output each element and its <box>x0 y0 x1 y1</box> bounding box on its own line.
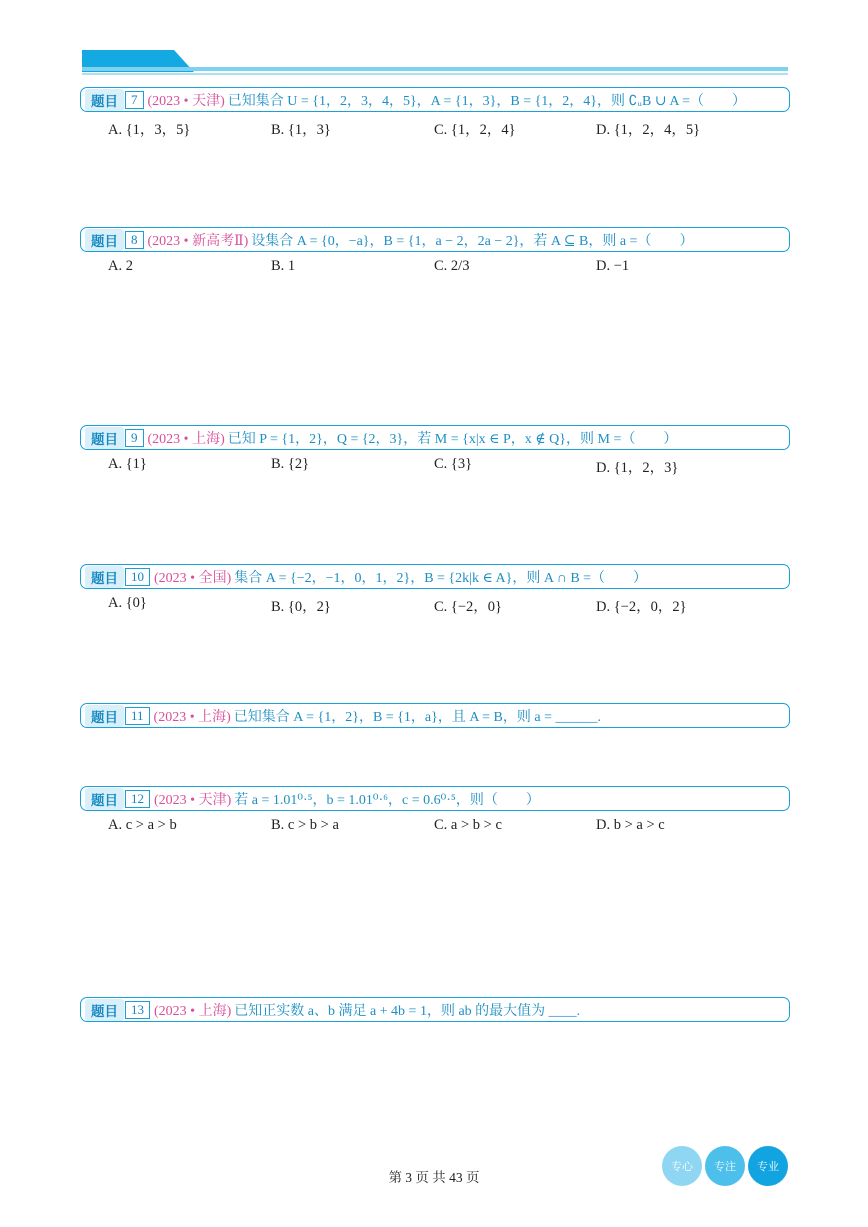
options-row <box>80 118 790 142</box>
option-b: B. {0，2} <box>271 599 331 615</box>
question-badge: 题目 <box>85 705 124 727</box>
options-row <box>80 595 790 619</box>
question-12 <box>80 786 790 841</box>
question-source: (2023 • 新高考Ⅱ) <box>147 233 249 249</box>
option-d: D. b > a > c <box>596 817 665 833</box>
page-footer: 第 3 页 共 43 页 <box>388 1170 480 1185</box>
question-8 <box>80 227 790 282</box>
options-row <box>80 817 790 841</box>
option-a: A. 2 <box>108 258 133 274</box>
option-c: C. {3} <box>434 456 473 472</box>
question-source: (2023 • 天津) <box>154 792 232 808</box>
option-c: C. {1，2，4} <box>434 122 516 138</box>
stamp-3: 专业 <box>748 1146 788 1186</box>
option-d: D. −1 <box>596 258 630 274</box>
question-badge: 题目 <box>85 229 124 251</box>
question-13 <box>80 997 790 1022</box>
question-badge: 题目 <box>85 999 124 1021</box>
question-source: (2023 • 天津) <box>147 93 225 109</box>
question-stem <box>80 564 790 589</box>
question-stem <box>80 87 790 112</box>
question-stem <box>80 786 790 811</box>
question-badge: 题目 <box>85 89 124 111</box>
options-row <box>80 456 790 480</box>
question-badge: 题目 <box>85 427 124 449</box>
question-stem <box>80 227 790 252</box>
question-number: 7 <box>125 91 144 109</box>
question-text: 集合 A = {−2，−1，0，1，2}，B = {2k|k ∈ A}，则 A ∩ B =（ ） <box>234 570 648 586</box>
header-rule <box>82 67 788 71</box>
option-c: C. a > b > c <box>434 817 502 833</box>
option-a: A. {1} <box>108 456 147 472</box>
question-stem <box>80 425 790 450</box>
question-stem <box>80 703 790 728</box>
header-rule-thin <box>82 73 788 75</box>
question-source: (2023 • 上海) <box>147 431 225 447</box>
question-number: 9 <box>125 429 144 447</box>
question-number: 12 <box>125 790 150 808</box>
option-a: A. {1，3，5} <box>108 122 191 138</box>
option-b: B. c > b > a <box>271 817 339 833</box>
option-b: B. {2} <box>271 456 310 472</box>
question-number: 10 <box>125 568 150 586</box>
question-number: 11 <box>125 707 150 725</box>
stamp-2: 专注 <box>705 1146 745 1186</box>
option-c: C. 2/3 <box>434 258 470 274</box>
option-b: B. {1，3} <box>271 122 331 138</box>
option-c: C. {−2，0} <box>434 599 503 615</box>
question-source: (2023 • 全国) <box>154 570 232 586</box>
question-number: 13 <box>125 1001 150 1019</box>
question-source: (2023 • 上海) <box>153 709 231 725</box>
question-text: 若 a = 1.01⁰·⁵，b = 1.01⁰·⁶，c = 0.6⁰·⁵，则（ ） <box>234 792 540 808</box>
question-text: 设集合 A = {0，−a}，B = {1，a − 2，2a − 2}，若 A ⊆ B，则 a =（ ） <box>251 233 694 249</box>
question-text: 已知正实数 a、b 满足 a + 4b = 1，则 ab 的最大值为 ____. <box>234 1003 581 1019</box>
question-text: 已知集合 U = {1，2，3，4，5}，A = {1，3}，B = {1，2，4}，则 ∁ᵤB ∪ A =（ ） <box>227 93 747 109</box>
option-d: D. {1，2，4，5} <box>596 122 701 138</box>
brand-stamps <box>662 1146 790 1188</box>
option-a: A. c > a > b <box>108 817 177 833</box>
stamp-1: 专心 <box>662 1146 702 1186</box>
question-11 <box>80 703 790 728</box>
question-10 <box>80 564 790 619</box>
question-number: 8 <box>125 231 144 249</box>
question-9 <box>80 425 790 480</box>
question-text: 已知集合 A = {1，2}，B = {1，a}，且 A = B，则 a = ______. <box>233 709 602 725</box>
question-7 <box>80 87 790 142</box>
option-d: D. {1，2，3} <box>596 460 679 476</box>
question-text: 已知 P = {1，2}，Q = {2，3}，若 M = {x|x ∈ P，x ∉ Q}，则 M =（ ） <box>227 431 678 447</box>
question-source: (2023 • 上海) <box>154 1003 232 1019</box>
option-b: B. 1 <box>271 258 296 274</box>
options-row <box>80 258 790 282</box>
question-badge: 题目 <box>85 566 124 588</box>
option-d: D. {−2，0，2} <box>596 599 687 615</box>
question-badge: 题目 <box>85 788 124 810</box>
option-a: A. {0} <box>108 595 147 611</box>
question-stem <box>80 997 790 1022</box>
